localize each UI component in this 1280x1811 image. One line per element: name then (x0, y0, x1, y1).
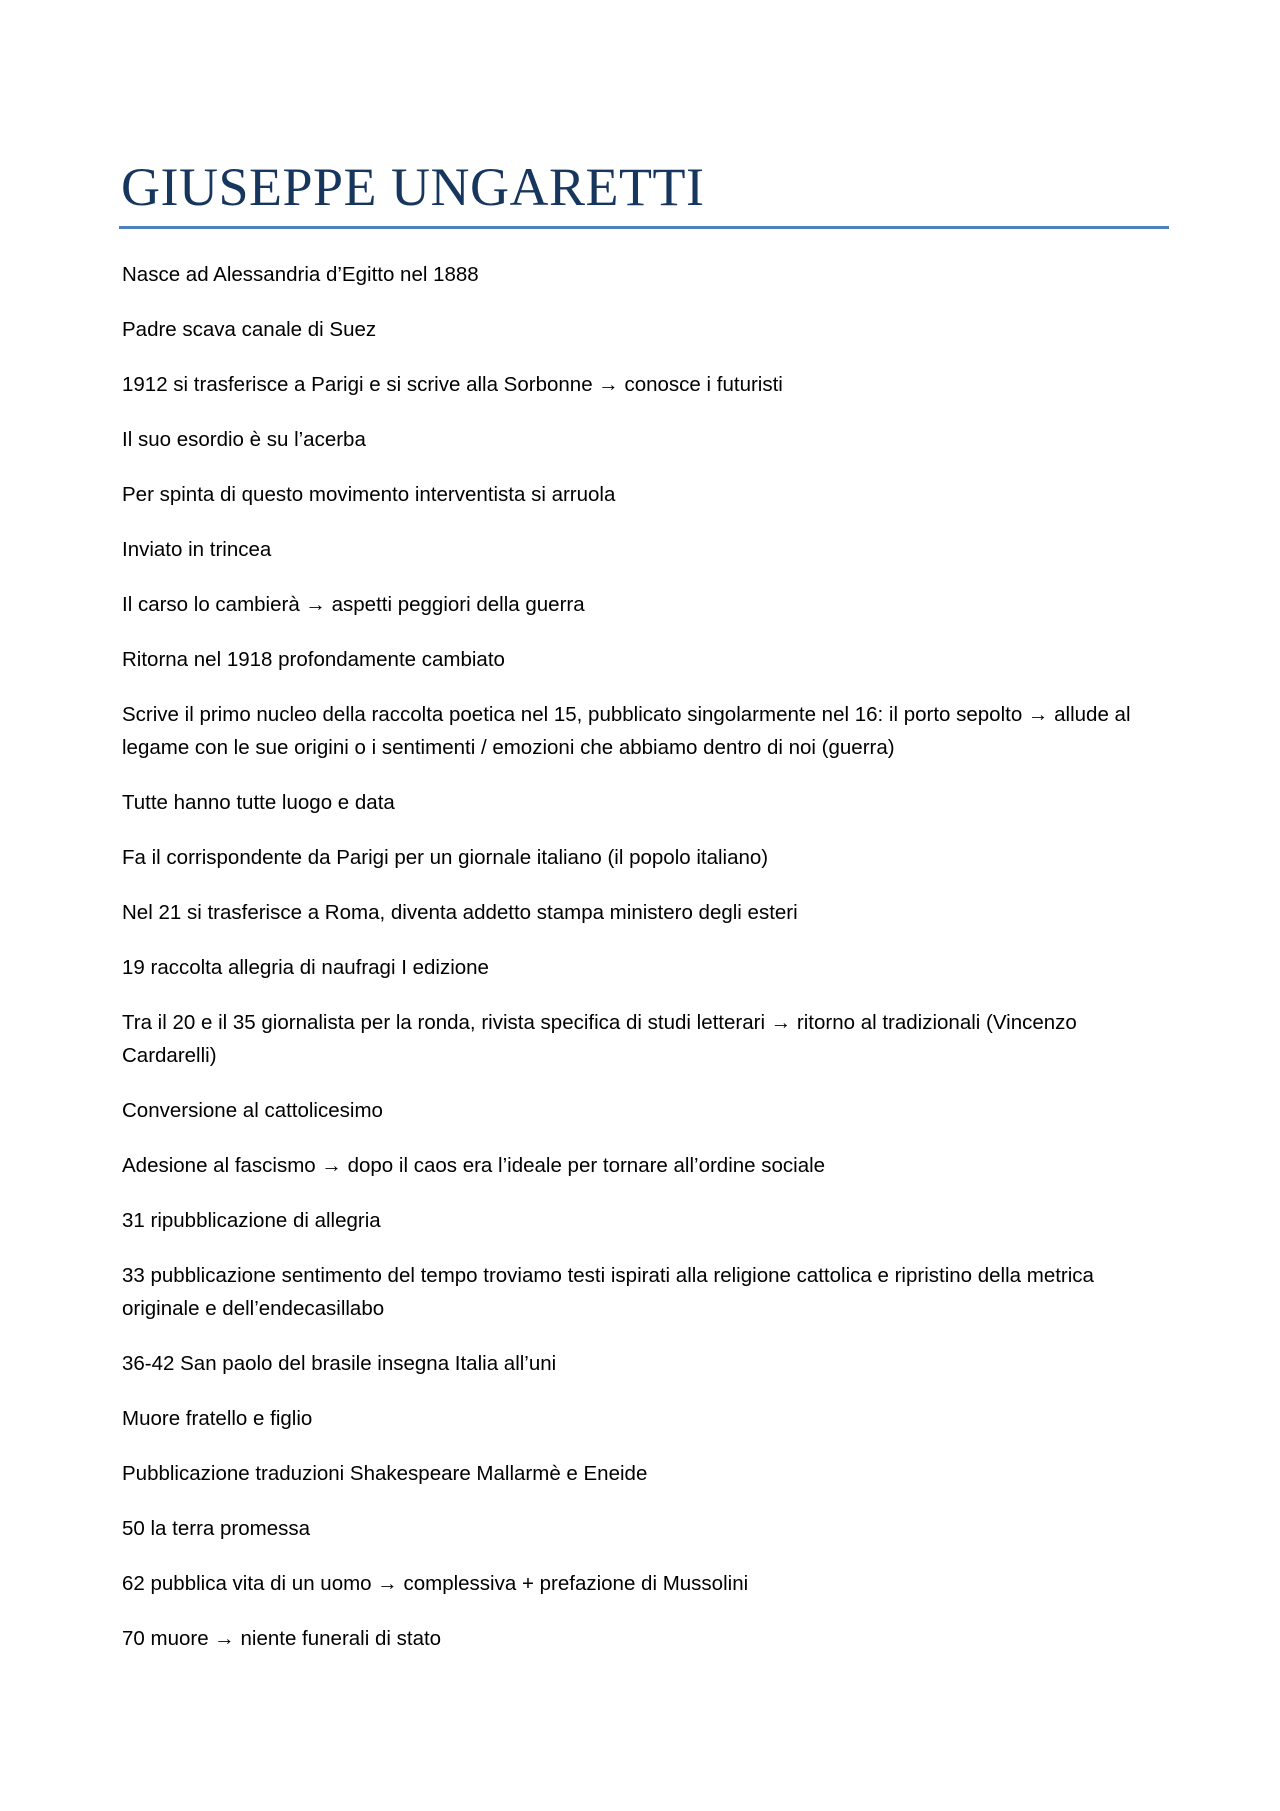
note-paragraph: Scrive il primo nucleo della raccolta poetica nel 15, pubblicato singolarmente nel 16: il porto sepolto → allude al legame con le sue origini o i sentimenti / emozioni che abbiamo dentro di noi (guerra) (122, 703, 1131, 759)
note-paragraph: Fa il corrispondente da Parigi per un giornale italiano (il popolo italiano) (122, 846, 769, 869)
note-paragraph: 33 pubblicazione sentimento del tempo troviamo testi ispirati alla religione cattolica e ripristino della metrica originale e dell’endecasillabo (122, 1264, 1094, 1320)
note-paragraph: Nasce ad Alessandria d’Egitto nel 1888 (122, 263, 479, 286)
note-paragraph: Padre scava canale di Suez (122, 318, 377, 341)
note-paragraph: 70 muore → niente funerali di stato (122, 1627, 442, 1650)
title-underline-rule (119, 226, 1169, 229)
note-paragraph: 19 raccolta allegria di naufragi I edizione (122, 956, 489, 979)
note-paragraph: Tra il 20 e il 35 giornalista per la ronda, rivista specifica di studi letterari → ritorno al tradizionali (Vincenzo Cardarelli) (122, 1011, 1077, 1067)
notes-list (122, 258, 1167, 1677)
note-paragraph: Tutte hanno tutte luogo e data (122, 791, 395, 814)
note-paragraph: 1912 si trasferisce a Parigi e si scrive alla Sorbonne → conosce i futuristi (122, 373, 783, 396)
note-paragraph: Pubblicazione traduzioni Shakespeare Mallarmè e Eneide (122, 1462, 648, 1485)
note-paragraph: Conversione al cattolicesimo (122, 1099, 383, 1122)
note-paragraph: 36-42 San paolo del brasile insegna Italia all’uni (122, 1352, 557, 1375)
note-paragraph: Il suo esordio è su l’acerba (122, 428, 366, 451)
note-paragraph: Nel 21 si trasferisce a Roma, diventa addetto stampa ministero degli esteri (122, 901, 798, 924)
note-paragraph: 31 ripubblicazione di allegria (122, 1209, 381, 1232)
note-paragraph: Muore fratello e figlio (122, 1407, 313, 1430)
note-paragraph: Adesione al fascismo → dopo il caos era l’ideale per tornare all’ordine sociale (122, 1154, 826, 1177)
note-paragraph: Il carso lo cambierà → aspetti peggiori della guerra (122, 593, 585, 616)
note-paragraph: Per spinta di questo movimento interventista si arruola (122, 483, 616, 506)
note-paragraph: 50 la terra promessa (122, 1517, 311, 1540)
note-paragraph: Inviato in trincea (122, 538, 272, 561)
note-paragraph: 62 pubblica vita di un uomo → complessiva + prefazione di Mussolini (122, 1572, 749, 1595)
note-paragraph: Ritorna nel 1918 profondamente cambiato (122, 648, 505, 671)
document-title: GIUSEPPE UNGARETTI (121, 157, 705, 217)
